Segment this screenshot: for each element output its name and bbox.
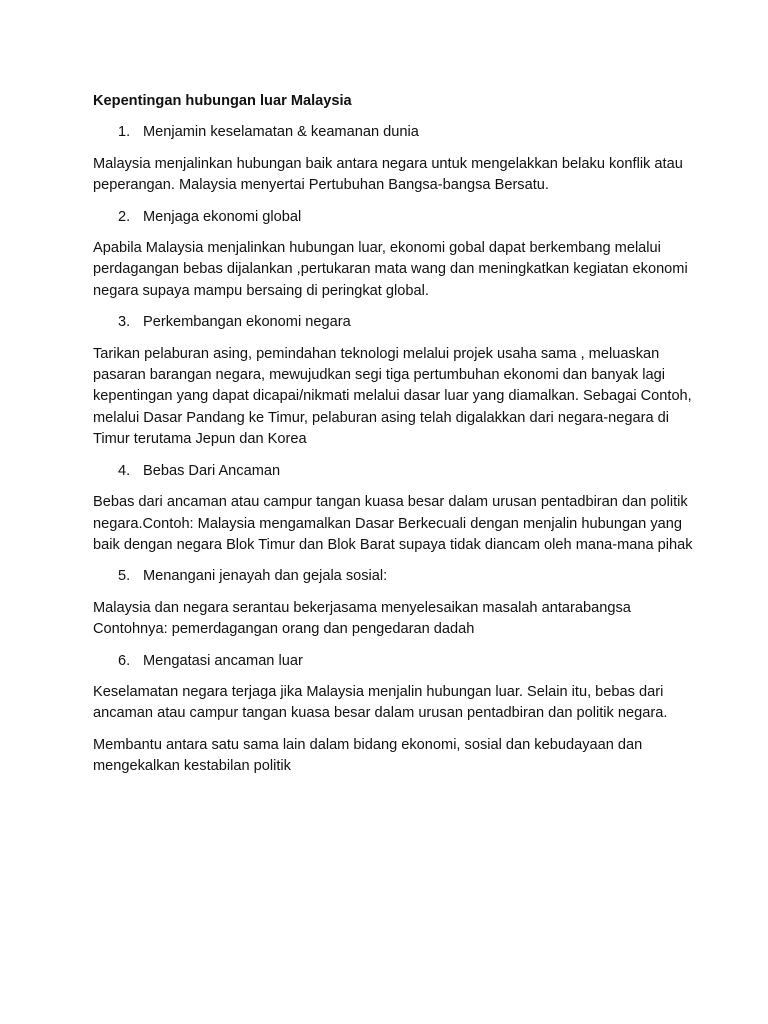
list-item-heading: Bebas Dari Ancaman	[143, 462, 281, 479]
list-item-number: 4.	[118, 462, 131, 479]
list-item-5	[93, 566, 693, 587]
list-item-number: 5.	[118, 568, 131, 585]
list-item-4	[93, 461, 693, 482]
closing-paragraph: Membantu antara satu sama lain dalam bidang ekonomi, sosial dan kebudayaan dan mengekalkan kestabilan politik	[93, 736, 643, 775]
paragraph: Keselamatan negara terjaga jika Malaysia menjalin hubungan luar. Selain itu, bebas dari ancaman atau campur tangan kuasa besar dalam urusan pentadbiran dan politik negara.	[93, 683, 668, 722]
list-item-number: 2.	[118, 208, 131, 225]
list-item-heading: Perkembangan ekonomi negara	[143, 314, 351, 331]
list-item-number: 3.	[118, 314, 131, 331]
document-title: Kepentingan hubungan luar Malaysia	[93, 93, 352, 109]
list-item-1	[93, 122, 693, 143]
paragraph: Bebas dari ancaman atau campur tangan kuasa besar dalam urusan pentadbiran dan politik negara.Contoh: Malaysia mengamalkan Dasar Berkecuali dengan menjalin hubungan yang baik dengan negara Blok Timur dan Blok Barat supaya tidak diancam oleh mana-mana pihak	[93, 494, 693, 553]
list-item-heading: Menjaga ekonomi global	[143, 208, 302, 225]
paragraph: Malaysia dan negara serantau bekerjasama menyelesaikan masalah antarabangsa Contohnya: pemerdagangan orang dan pengedaran dadah	[93, 599, 631, 638]
paragraph: Tarikan pelaburan asing, pemindahan teknologi melalui projek usaha sama , meluaskan pasaran barangan negara, mewujudkan segi tiga pertumbuhan ekonomi dan banyak lagi kepentingan yang dapat dicapai/nikmati melalui dasar luar yang diamalkan. Sebagai Contoh, melalui Dasar Pandang ke Timur, pelaburan asing telah digalakkan dari negara-negara di Timur terutama Jepun dan Korea	[93, 345, 692, 448]
list-item-3	[93, 312, 693, 333]
list-item-number: 1.	[118, 124, 131, 141]
paragraph: Malaysia menjalinkan hubungan baik antara negara untuk mengelakkan belaku konflik atau peperangan. Malaysia menyertai Pertubuhan Bangsa-bangsa Bersatu.	[93, 155, 683, 194]
list-item-heading: Menjamin keselamatan & keamanan dunia	[143, 124, 419, 141]
paragraph: Apabila Malaysia menjalinkan hubungan luar, ekonomi gobal dapat berkembang melalui perdagangan bebas dijalankan ,pertukaran mata wang dan meningkatkan kegiatan ekonomi negara supaya mampu bersaing di peringkat global.	[93, 240, 688, 299]
list-item-number: 6.	[118, 652, 131, 669]
list-item-2	[93, 207, 693, 228]
list-item-heading: Mengatasi ancaman luar	[143, 652, 303, 669]
list-item-heading: Menangani jenayah dan gejala sosial:	[143, 568, 388, 585]
list-item-6	[93, 651, 693, 672]
document-page	[93, 91, 693, 778]
